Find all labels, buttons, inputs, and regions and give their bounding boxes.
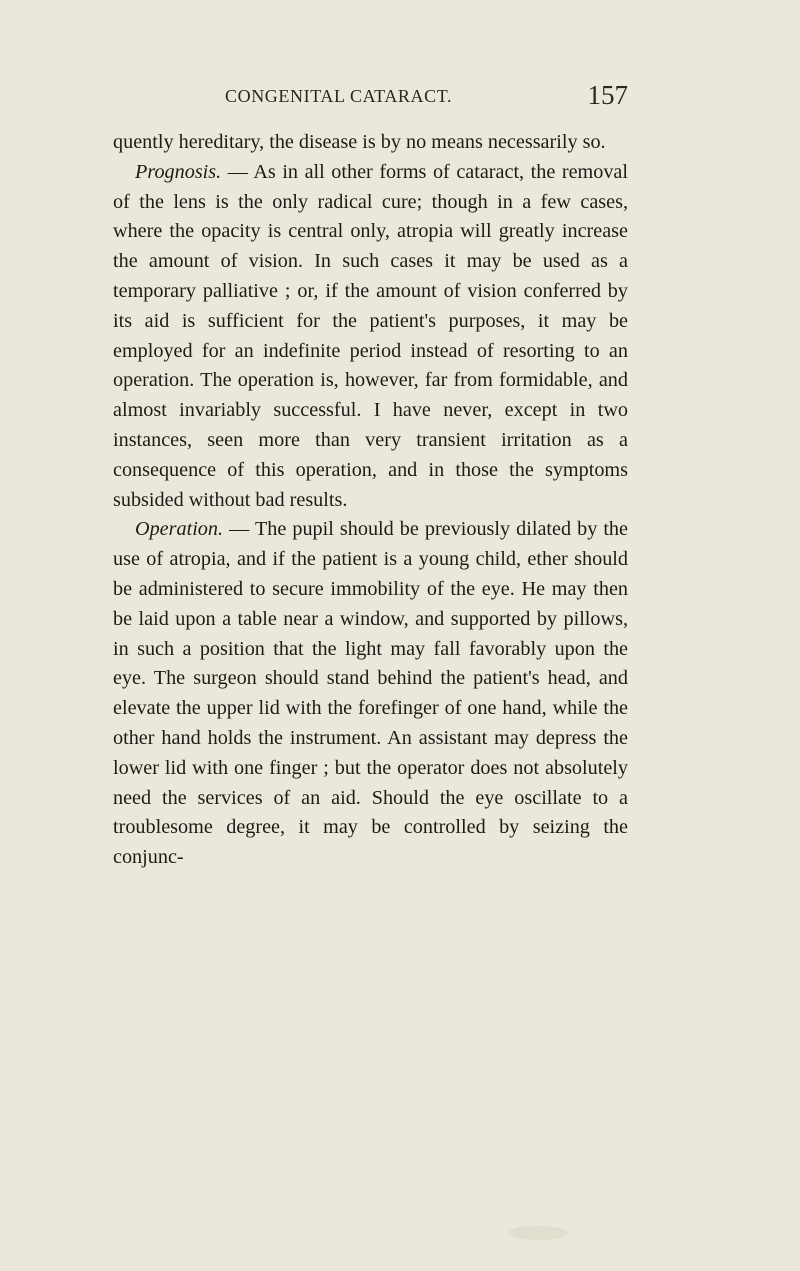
running-title: CONGENITAL CATARACT. bbox=[225, 86, 453, 106]
page-blemish bbox=[508, 1226, 568, 1240]
paragraph-text: quently hereditary, the disease is by no means necessarily so. bbox=[113, 131, 606, 153]
running-head bbox=[113, 80, 628, 120]
paragraph-text: — The pupil should be previously dilated by the use of atropia, and if the patient is a young child, ether should be administered to secure immobility of the eye. He may then be laid upon a table near a window, and supported by pillows, in such a position that the light may fall favorably upon the eye. The surgeon should stand behind the patient's head, and elevate the upper lid with the forefinger of one hand, while the other hand holds the instrument. An assistant may depress the lower lid with one finger ; but the operator does not absolutely need the services of an aid. Should the eye oscillate to a troublesome degree, it may be controlled by seizing the conjunc- bbox=[113, 518, 628, 869]
page-number: 157 bbox=[587, 80, 628, 110]
section-heading-prognosis: Prognosis. bbox=[135, 160, 222, 183]
paragraph-text: — As in all other forms of cataract, the removal of the lens is the only radical cure; though in a few cases, where the opacity is central only, atropia will greatly increase the amount of vision. In such cases it may be used as a temporary palliative ; or, if the amount of vision conferred by its aid is sufficient for the patient's purposes, it may be employed for an indefinite period instead of resorting to an operation. The operation is, however, far from formidable, and almost invariably successful. I have never, except in two instances, seen more than very transient irritation as a consequence of this operation, and in those the symptoms subsided without bad results. bbox=[113, 160, 628, 511]
paragraph-operation bbox=[113, 515, 628, 873]
paragraph-continuation bbox=[113, 128, 628, 158]
body-text bbox=[113, 128, 628, 873]
section-heading-operation: Operation. bbox=[135, 518, 224, 541]
paragraph-prognosis bbox=[113, 158, 628, 516]
